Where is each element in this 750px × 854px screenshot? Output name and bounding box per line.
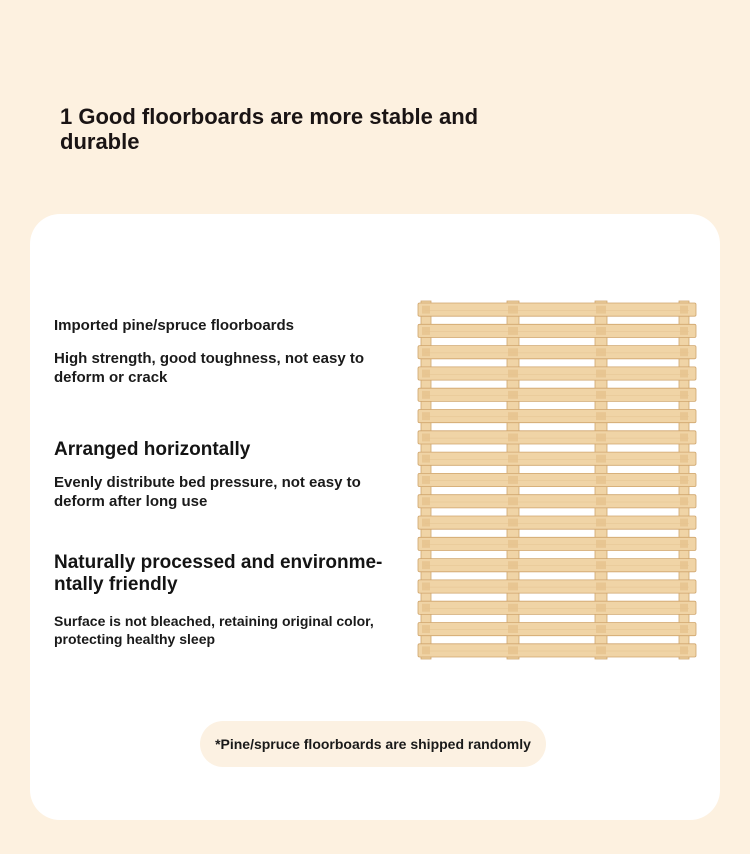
page-title: 1 Good floorboards are more stable and durable: [60, 104, 479, 154]
slat-fastener: [680, 625, 688, 633]
wood-slat: [418, 410, 696, 423]
slat-fastener: [422, 391, 430, 399]
wood-slat: [418, 559, 696, 572]
slat-fastener: [596, 370, 606, 378]
feature-heading-horizontal: Arranged horizontally: [54, 439, 251, 460]
slat-fastener: [680, 476, 688, 484]
wood-slat: [418, 516, 696, 529]
feature-heading-natural: Naturally processed and environme-ntally friendly: [54, 552, 383, 595]
slat-fastener: [508, 391, 518, 399]
slat-fastener: [508, 455, 518, 463]
slat-fastener: [508, 604, 518, 612]
slat-fastener: [508, 370, 518, 378]
slat-fastener: [680, 540, 688, 548]
slat-fastener: [596, 306, 606, 314]
slat-fastener: [680, 412, 688, 420]
slat-fastener: [508, 646, 518, 654]
slat-fastener: [508, 583, 518, 591]
wood-slat: [418, 367, 696, 380]
slat-fastener: [596, 583, 606, 591]
wood-slat: [418, 431, 696, 444]
slat-fastener: [422, 519, 430, 527]
slat-fastener: [422, 306, 430, 314]
slat-fastener: [422, 540, 430, 548]
slat-fastener: [422, 646, 430, 654]
wood-slat: [418, 346, 696, 359]
slat-fastener: [422, 455, 430, 463]
slat-fastener: [680, 497, 688, 505]
slat-fastener: [680, 348, 688, 356]
slat-fastener: [508, 306, 518, 314]
slat-fastener: [596, 391, 606, 399]
wood-slat: [418, 388, 696, 401]
slat-fastener: [508, 519, 518, 527]
slat-fastener: [680, 646, 688, 654]
slat-fastener: [508, 434, 518, 442]
slat-fastener: [680, 583, 688, 591]
pine-slat-bed-base-image: [417, 299, 697, 661]
slat-fastener: [680, 391, 688, 399]
wood-slat: [418, 537, 696, 550]
slat-fastener: [422, 476, 430, 484]
slat-fastener: [422, 348, 430, 356]
slat-fastener: [508, 561, 518, 569]
feature-description-horizontal: Evenly distribute bed pressure, not easy to deform after long use: [54, 474, 361, 510]
slat-fastener: [422, 412, 430, 420]
slat-fastener: [508, 625, 518, 633]
slat-fastener: [422, 561, 430, 569]
slat-fastener: [680, 306, 688, 314]
slat-fastener: [596, 327, 606, 335]
slat-fastener: [596, 434, 606, 442]
slat-fastener: [596, 561, 606, 569]
slat-fastener: [596, 604, 606, 612]
slat-fastener: [680, 519, 688, 527]
shipping-note-badge: *Pine/spruce floorboards are shipped randomly: [200, 721, 546, 767]
slat-fastener: [680, 604, 688, 612]
wood-slat: [418, 495, 696, 508]
slat-fastener: [596, 625, 606, 633]
slat-fastener: [596, 540, 606, 548]
slat-fastener: [422, 327, 430, 335]
wood-slat: [418, 303, 696, 316]
slat-fastener: [422, 497, 430, 505]
feature-heading-imported-pine: Imported pine/spruce floorboards: [54, 317, 295, 334]
feature-card: [30, 214, 720, 820]
slat-fastener: [596, 348, 606, 356]
slat-fastener: [422, 604, 430, 612]
slat-fastener: [680, 434, 688, 442]
wood-slat: [418, 601, 696, 614]
slat-fastener: [508, 348, 518, 356]
feature-description-natural: Surface is not bleached, retaining original color, protecting healthy sleep: [54, 613, 374, 647]
wood-slat: [418, 473, 696, 486]
wood-slat: [418, 452, 696, 465]
slat-fastener: [508, 497, 518, 505]
slat-fastener: [596, 519, 606, 527]
wood-slat: [418, 644, 696, 657]
slat-fastener: [508, 412, 518, 420]
slat-fastener: [596, 455, 606, 463]
slat-fastener: [508, 476, 518, 484]
slat-fastener: [596, 646, 606, 654]
slat-frame-svg: [417, 299, 697, 661]
slat-fastener: [596, 497, 606, 505]
slat-fastener: [508, 327, 518, 335]
slat-fastener: [596, 476, 606, 484]
slat-fastener: [680, 561, 688, 569]
slat-fastener: [680, 455, 688, 463]
wood-slat: [418, 623, 696, 636]
slat-fastener: [596, 412, 606, 420]
wood-slat: [418, 324, 696, 337]
slat-fastener: [680, 370, 688, 378]
wood-slat: [418, 580, 696, 593]
slat-fastener: [680, 327, 688, 335]
slat-fastener: [422, 434, 430, 442]
slat-fastener: [422, 370, 430, 378]
slat-fastener: [422, 583, 430, 591]
slat-fastener: [422, 625, 430, 633]
feature-description-imported-pine: High strength, good toughness, not easy to deform or crack: [54, 350, 364, 386]
slat-fastener: [508, 540, 518, 548]
